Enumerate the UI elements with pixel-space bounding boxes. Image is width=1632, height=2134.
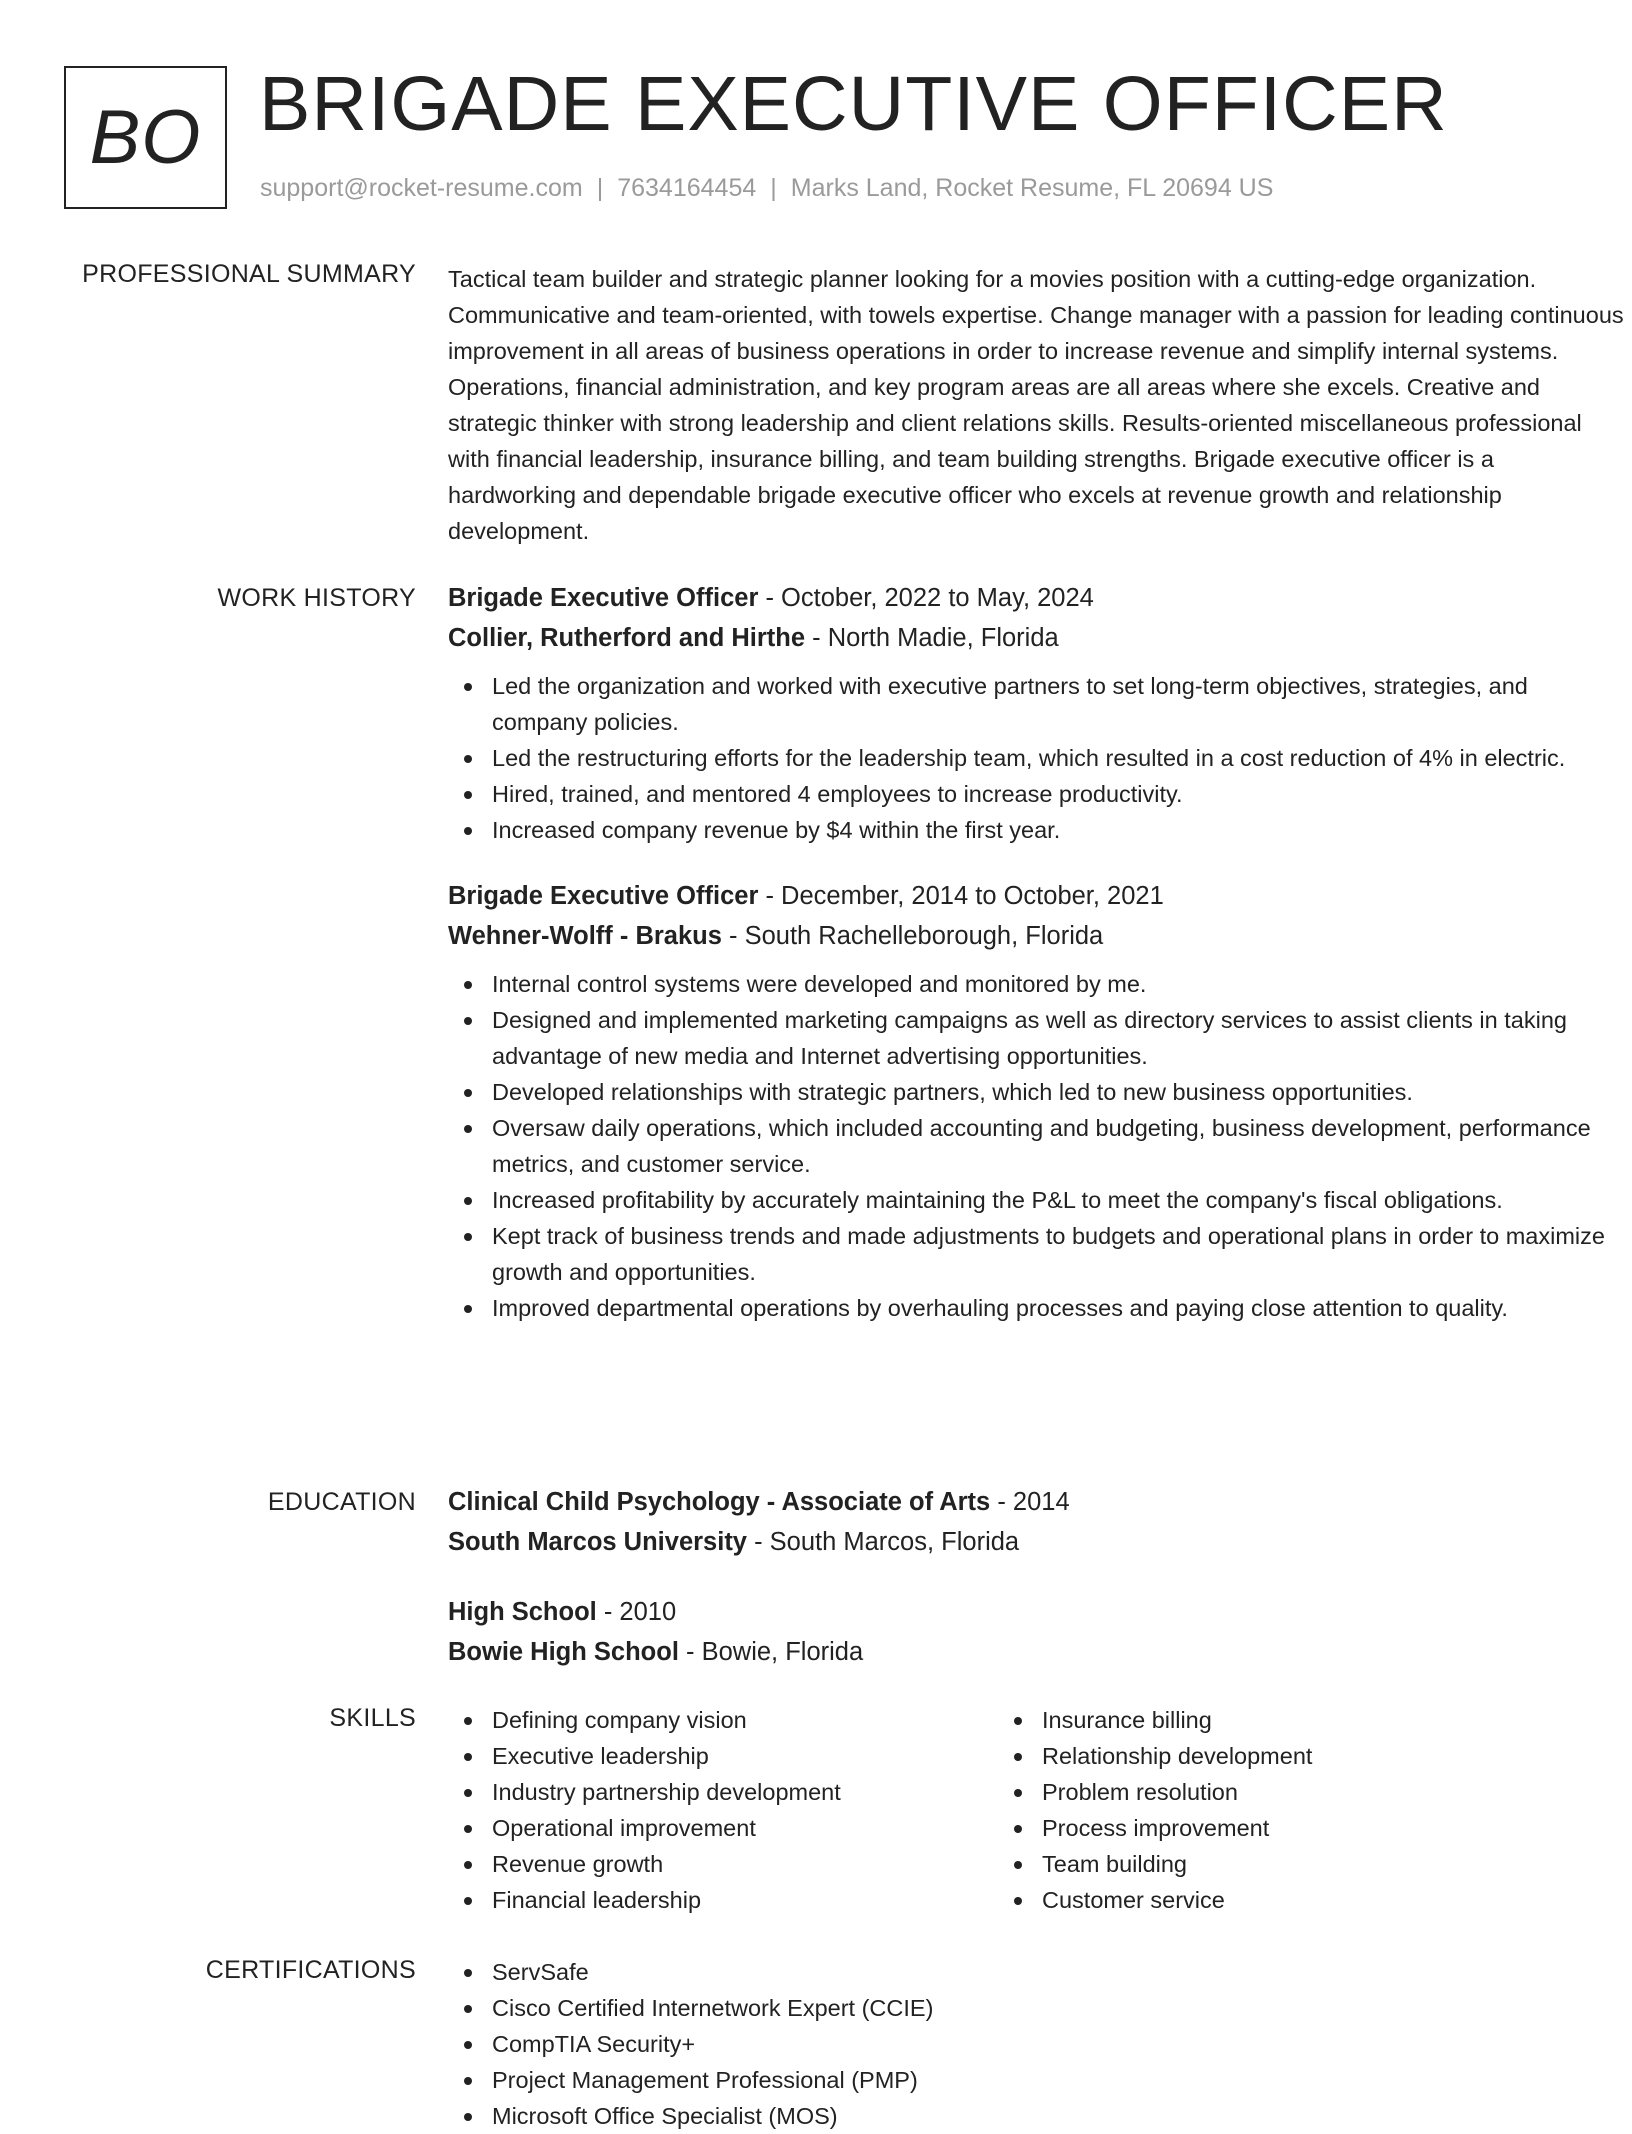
section-label-summary: PROFESSIONAL SUMMARY — [82, 260, 416, 288]
job-title-line — [448, 578, 1628, 618]
job-org-line — [448, 618, 1628, 658]
education-degree-line — [448, 1482, 1628, 1522]
job-bullet: Led the restructuring efforts for the leadership team, which resulted in a cost reduction of 4% in electric. — [448, 740, 1628, 776]
education-location: - South Marcos, Florida — [747, 1528, 1020, 1556]
certification-item: Project Management Professional (PMP) — [448, 2062, 1628, 2098]
job-dates: - December, 2014 to October, 2021 — [758, 882, 1164, 910]
skills-list-right — [998, 1702, 1548, 1918]
job-company: Collier, Rutherford and Hirthe — [448, 624, 806, 652]
job-bullet: Oversaw daily operations, which included accounting and budgeting, business development, performance metrics, and customer service. — [448, 1110, 1628, 1182]
skill-item: Relationship development — [998, 1738, 1548, 1774]
job-location: - South Rachelleborough, Florida — [721, 922, 1104, 950]
section-label-skills: SKILLS — [329, 1704, 416, 1732]
job-bullet: Hired, trained, and mentored 4 employees to increase productivity. — [448, 776, 1628, 812]
skills-columns — [448, 1702, 1628, 1918]
job-org-line — [448, 916, 1628, 956]
education-location: - Bowie, Florida — [678, 1638, 864, 1666]
section-label-certifications: CERTIFICATIONS — [205, 1956, 416, 1984]
skill-item: Revenue growth — [448, 1846, 998, 1882]
skill-item: Problem resolution — [998, 1774, 1548, 1810]
work-history-body — [448, 578, 1628, 1326]
contact-separator: | — [770, 174, 777, 202]
contact-separator: | — [596, 174, 604, 202]
skill-item: Industry partnership development — [448, 1774, 998, 1810]
certifications-body — [448, 1954, 1628, 2134]
education-school: Bowie High School — [448, 1638, 679, 1666]
job-bullets — [448, 966, 1628, 1326]
contact-address: Marks Land, Rocket Resume, FL 20694 US — [790, 174, 1274, 202]
contact-line — [260, 174, 1273, 203]
monogram-logo: BO — [64, 66, 227, 209]
certifications-list — [448, 1954, 1628, 2134]
certification-item: Microsoft Office Specialist (MOS) — [448, 2098, 1628, 2134]
section-label-education: EDUCATION — [267, 1488, 416, 1516]
education-degree-line — [448, 1592, 1628, 1632]
skill-item: Executive leadership — [448, 1738, 998, 1774]
contact-phone[interactable]: 7634164454 — [617, 174, 757, 202]
job-entry — [448, 876, 1628, 1326]
job-bullets — [448, 668, 1628, 848]
skill-item: Insurance billing — [998, 1702, 1548, 1738]
job-bullet: Kept track of business trends and made adjustments to budgets and operational plans in order to maximize growth and opportunities. — [448, 1218, 1628, 1290]
education-school: South Marcos University — [448, 1528, 747, 1556]
skill-item: Customer service — [998, 1882, 1548, 1918]
contact-email[interactable]: support@rocket-resume.com — [260, 174, 583, 202]
skill-item: Defining company vision — [448, 1702, 998, 1738]
resume-name: BRIGADE EXECUTIVE OFFICER — [259, 61, 1448, 147]
certification-item: Cisco Certified Internetwork Expert (CCIE) — [448, 1990, 1628, 2026]
job-bullet: Developed relationships with strategic partners, which led to new business opportunities. — [448, 1074, 1628, 1110]
summary-text: Tactical team builder and strategic planner looking for a movies position with a cutting-edge organization. Communicative and team-oriented, with towels expertise. Change manager with a passion for leading continuous improvement in all areas of business operations in order to increase revenue and simplify internal systems. Operations, financial administration, and key program areas are all areas where she excels. Creative and strategic thinker with strong leadership and client relations skills. Results-oriented miscellaneous professional with financial leadership, insurance billing, and team building strengths. Brigade executive officer is a hardworking and dependable brigade executive officer who excels at revenue growth and relationship development. — [448, 266, 1624, 544]
education-year: - 2014 — [990, 1488, 1070, 1516]
education-school-line — [448, 1632, 1628, 1672]
job-dates: - October, 2022 to May, 2024 — [758, 584, 1094, 612]
job-company: Wehner-Wolff - Brakus — [448, 922, 722, 950]
section-label-work-history: WORK HISTORY — [217, 584, 416, 612]
job-title-line — [448, 876, 1628, 916]
skills-body — [448, 1702, 1628, 1918]
certification-item: CompTIA Security+ — [448, 2026, 1628, 2062]
skill-item: Process improvement — [998, 1810, 1548, 1846]
job-bullet: Internal control systems were developed and monitored by me. — [448, 966, 1628, 1002]
job-bullet: Improved departmental operations by overhauling processes and paying close attention to quality. — [448, 1290, 1628, 1326]
job-bullet: Led the organization and worked with executive partners to set long-term objectives, strategies, and company policies. — [448, 668, 1628, 740]
resume-header — [64, 61, 1564, 210]
education-entry — [448, 1482, 1628, 1562]
job-bullet: Increased company revenue by $4 within the first year. — [448, 812, 1628, 848]
education-school-line — [448, 1522, 1628, 1562]
certification-item: ServSafe — [448, 1954, 1628, 1990]
job-entry — [448, 578, 1628, 848]
education-body — [448, 1482, 1628, 1672]
job-bullet: Designed and implemented marketing campaigns as well as directory services to assist clients in taking advantage of new media and Internet advertising opportunities. — [448, 1002, 1628, 1074]
education-entry — [448, 1592, 1628, 1672]
education-year: - 2010 — [596, 1598, 677, 1626]
skill-item: Operational improvement — [448, 1810, 998, 1846]
skill-item: Team building — [998, 1846, 1548, 1882]
job-bullet: Increased profitability by accurately maintaining the P&L to meet the company's fiscal obligations. — [448, 1182, 1628, 1218]
education-degree: High School — [448, 1598, 597, 1626]
job-title: Brigade Executive Officer — [448, 882, 759, 910]
job-location: - North Madie, Florida — [805, 624, 1059, 652]
job-title: Brigade Executive Officer — [448, 584, 759, 612]
education-degree: Clinical Child Psychology - Associate of Arts — [448, 1488, 991, 1516]
skills-list-left — [448, 1702, 998, 1918]
skill-item: Financial leadership — [448, 1882, 998, 1918]
